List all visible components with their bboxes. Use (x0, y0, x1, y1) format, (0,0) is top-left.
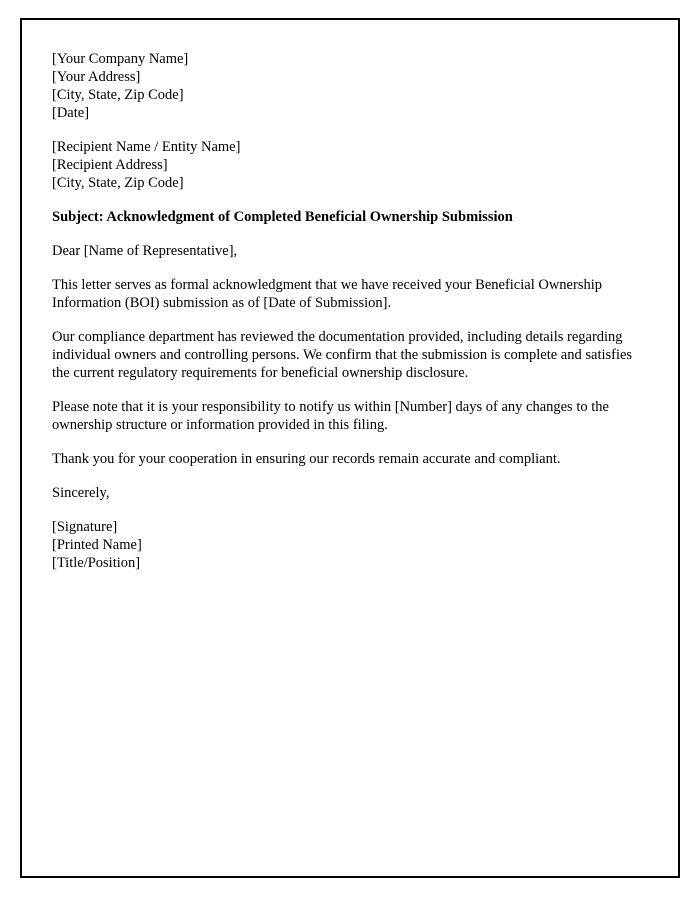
body-paragraph-2: Our compliance department has reviewed the documentation provided, including details regarding individual owners and controlling persons. We confirm that the submission is complete and satisfies the current regulatory requirements for beneficial ownership disclosure. (52, 329, 633, 381)
recipient-block (52, 138, 648, 192)
sender-city-line: [City, State, Zip Code] (52, 87, 184, 103)
body-paragraph-3: Please note that it is your responsibility to notify us within [Number] days of any changes to the ownership structure or information provided in this filing. (52, 399, 609, 433)
salutation: Dear [Name of Representative], (52, 243, 238, 259)
signature-block (52, 518, 648, 572)
subject-line: Subject: Acknowledgment of Completed Beneficial Ownership Submission (52, 209, 513, 225)
letter-date-line: [Date] (52, 105, 90, 121)
title-position-line: [Title/Position] (52, 555, 141, 571)
recipient-address-line: [Recipient Address] (52, 157, 168, 173)
body-paragraph-1: This letter serves as formal acknowledgment that we have received your Beneficial Ownership Information (BOI) submission as of [Date of Submission]. (52, 277, 602, 311)
letter-page (20, 18, 680, 878)
printed-name-line: [Printed Name] (52, 537, 142, 553)
body-paragraph-4: Thank you for your cooperation in ensuring our records remain accurate and compliant. (52, 451, 561, 467)
sender-company-line: [Your Company Name] (52, 51, 189, 67)
signature-line: [Signature] (52, 519, 118, 535)
closing: Sincerely, (52, 485, 110, 501)
sender-block (52, 50, 648, 122)
recipient-name-line: [Recipient Name / Entity Name] (52, 139, 241, 155)
recipient-city-line: [City, State, Zip Code] (52, 175, 184, 191)
sender-address-line: [Your Address] (52, 69, 141, 85)
